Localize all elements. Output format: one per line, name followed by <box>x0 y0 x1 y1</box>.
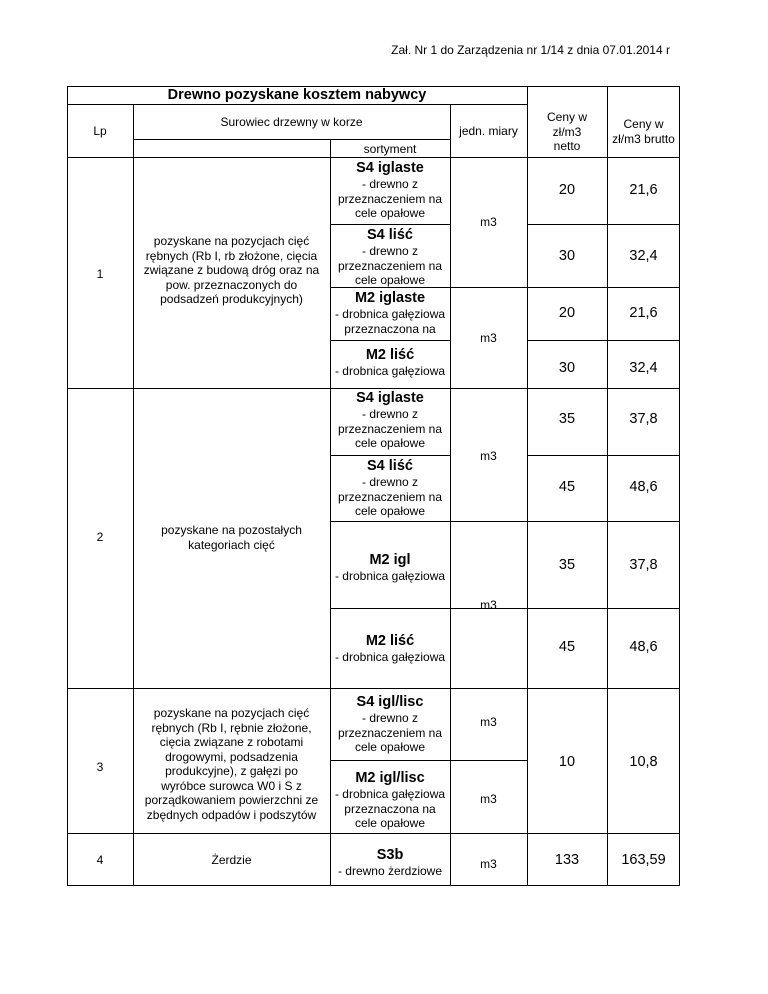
group-description: pozyskane na pozycjach cięć rębnych (Rb I, rębnie złożone, cięcia związane z robotami drogowymi, podsadzenia produkcyjne), z gałęzi po wyróbce surowca W0 i S z porządkowaniem powierzchni ze zbędnych odpadów i podszytów <box>144 706 319 822</box>
unit-cell: m3 <box>480 215 497 229</box>
row-divider <box>330 224 451 225</box>
title-divider <box>67 104 527 105</box>
header-surowiec: Surowiec drzewny w korze <box>220 115 363 129</box>
sortyment-cell: M2 iglaste - drobnica gałęziowa przeznaczona na <box>334 290 446 336</box>
row-divider <box>330 340 451 341</box>
sortyment-cell: M2 igl - drobnica gałęziowa <box>334 552 446 583</box>
sortyment-cell: S3b - drewno żerdziowe <box>337 847 443 878</box>
sortyment-cell: M2 liść - drobnica gałęziowa <box>334 347 446 378</box>
group-divider-1 <box>67 388 680 389</box>
header-unit: jedn. miary <box>459 124 518 138</box>
sortyment-cell: M2 igl/lisc - drobnica gałęziowa przeznaczona na cele opałowe <box>334 770 446 830</box>
lp-2: 2 <box>96 530 104 544</box>
row-divider <box>527 224 680 225</box>
header-sortyment: sortyment <box>363 142 417 156</box>
group-description: pozyskane na pozycjach cięć rębnych (Rb I, rb złożone, cięcia związane z budową dróg oraz na pow. przeznaczonych do podsadzeń produkcyjnych) <box>143 234 320 306</box>
price-netto: 30 <box>558 360 576 376</box>
price-netto: 45 <box>558 639 576 655</box>
price-netto: 45 <box>558 479 576 495</box>
attachment-note: Zał. Nr 1 do Zarządzenia nr 1/14 z dnia 07.01.2014 r <box>391 43 670 57</box>
row-divider <box>527 340 680 341</box>
group-divider-3 <box>67 833 680 834</box>
unit-cell: m3 <box>480 715 497 729</box>
sortyment-divider <box>133 139 450 140</box>
row-divider <box>330 455 451 456</box>
table-title: Drewno pozyskane kosztem nabywcy <box>167 87 427 103</box>
price-brutto: 32,4 <box>629 360 658 376</box>
price-brutto: 48,6 <box>629 479 658 495</box>
group-description: Żerdzie <box>211 853 252 867</box>
header-lp: Lp <box>93 124 107 138</box>
unit-cell: m3 <box>480 857 497 871</box>
header-divider <box>67 157 680 158</box>
header-brutto: Ceny w zł/m3 brutto <box>612 117 675 146</box>
header-netto: Ceny w zł/m3 netto <box>546 110 587 153</box>
price-brutto: 48,6 <box>629 639 658 655</box>
row-divider <box>330 521 680 522</box>
price-netto: 35 <box>558 411 576 427</box>
price-brutto: 21,6 <box>629 182 658 198</box>
unit-cell: m3 <box>480 792 497 806</box>
lp-3: 3 <box>96 760 104 774</box>
sortyment-cell: S4 iglaste - drewno z przeznaczeniem na cele opałowe <box>337 390 443 450</box>
sortyment-cell: S4 iglaste - drewno z przeznaczeniem na cele opałowe <box>337 160 443 220</box>
price-brutto: 32,4 <box>629 248 658 264</box>
price-netto: 10 <box>558 754 576 770</box>
price-netto: 20 <box>558 305 576 321</box>
sortyment-cell: M2 liść - drobnica gałęziowa <box>334 633 446 664</box>
sortyment-cell: S4 igl/lisc - drewno z przeznaczeniem na cele opałowe <box>337 694 443 754</box>
sortyment-cell: S4 liść - drewno z przeznaczeniem na cele opałowe <box>337 227 443 287</box>
group-divider-2 <box>67 688 680 689</box>
price-brutto: 163,59 <box>621 852 666 868</box>
price-netto: 133 <box>554 852 580 868</box>
price-brutto: 10,8 <box>629 754 658 770</box>
unit-cell: m3 <box>480 449 497 463</box>
sortyment-cell: S4 liść - drewno z przeznaczeniem na cele opałowe <box>337 458 443 518</box>
group-description: pozyskane na pozostałych kategoriach cięć <box>161 523 302 552</box>
lp-1: 1 <box>96 267 104 281</box>
price-brutto: 21,6 <box>629 305 658 321</box>
row-divider <box>330 760 528 761</box>
price-netto: 35 <box>558 557 576 573</box>
table-border-bottom <box>67 885 680 886</box>
price-netto: 30 <box>558 248 576 264</box>
price-brutto: 37,8 <box>629 557 658 573</box>
unit-cell: m3 <box>480 598 497 612</box>
unit-cell: m3 <box>480 331 497 345</box>
lp-4: 4 <box>96 853 104 867</box>
price-netto: 20 <box>558 182 576 198</box>
row-divider <box>527 455 680 456</box>
price-brutto: 37,8 <box>629 411 658 427</box>
